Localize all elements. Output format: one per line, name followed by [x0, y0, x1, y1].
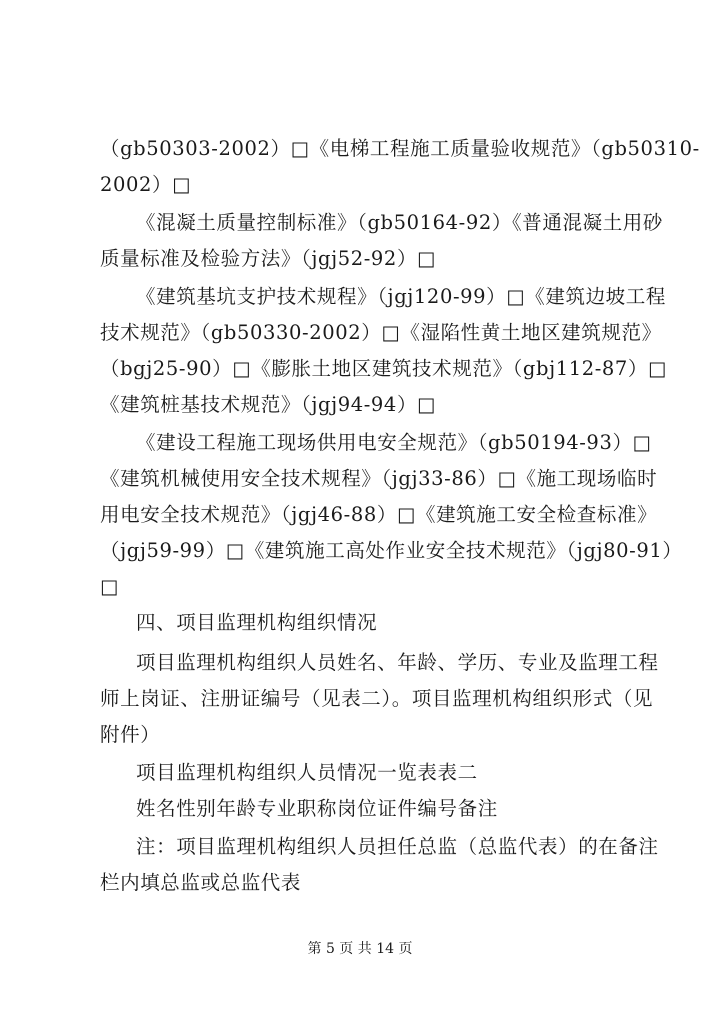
text-line-7: （bgj25-90）□《膨胀土地区建筑技术规范》（gbj112-87）□: [100, 357, 668, 380]
text-line-4: 质量标准及检验方法》（jgj52-92）□: [100, 247, 437, 270]
page-number-footer: 第 5 页 共 14 页: [307, 941, 413, 957]
text-line-8: 《建筑桩基技术规范》（jgj94-94）□: [100, 393, 437, 416]
table-caption: 项目监理机构组织人员情况一览表表二: [136, 761, 478, 784]
text-line-16: 师上岗证、注册证编号（见表二）。项目监理机构组织形式（见: [100, 687, 654, 710]
note-line-1: 注：项目监理机构组织人员担任总监（总监代表）的在备注: [136, 835, 659, 858]
table-header-row: 姓名性别年龄专业职称岗位证件编号备注: [136, 797, 498, 820]
text-line-15: 项目监理机构组织人员姓名、年龄、学历、专业及监理工程: [136, 651, 659, 674]
text-line-11: 用电安全技术规范》（jgj46-88）□《建筑施工安全检查标准》: [100, 503, 658, 526]
text-line-9: 《建设工程施工现场供用电安全规范》（gb50194-93）□: [136, 431, 652, 454]
text-line-10: 《建筑机械使用安全技术规程》（jgj33-86）□《施工现场临时: [100, 467, 658, 490]
text-line-13: □: [100, 575, 120, 598]
section-heading: 四、项目监理机构组织情况: [136, 611, 378, 634]
text-line-1: （gb50303-2002）□《电梯工程施工质量验收规范》（gb50310-: [100, 137, 700, 160]
text-line-3: 《混凝土质量控制标准》（gb50164-92）《普通混凝土用砂: [136, 211, 663, 234]
text-line-2: 2002）□: [100, 173, 192, 196]
text-line-17: 附件）: [100, 723, 161, 746]
text-line-12: （jgj59-99）□《建筑施工高处作业安全技术规范》（jgj80-91）: [100, 539, 683, 562]
text-line-6: 技术规范》（gb50330-2002）□《湿陷性黄土地区建筑规范》: [100, 321, 662, 344]
note-line-2: 栏内填总监或总监代表: [100, 871, 302, 894]
text-line-5: 《建筑基坑支护技术规程》（jgj120-99）□《建筑边坡工程: [136, 285, 666, 308]
